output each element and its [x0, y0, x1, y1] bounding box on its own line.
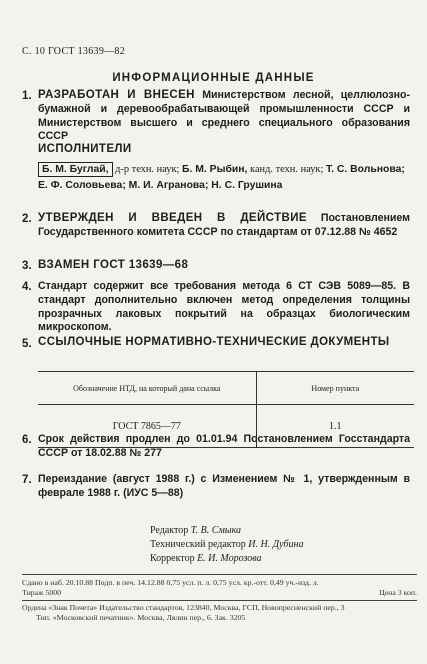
- section-3: [38, 259, 410, 273]
- author-part-1: канд. техн. наук;: [247, 164, 326, 175]
- editor-name: Т. В. Смыка: [190, 525, 242, 536]
- section-3-lead: ВЗАМЕН ГОСТ 13639—68: [38, 259, 189, 271]
- divider-top: [22, 574, 417, 575]
- divider-bottom: [22, 600, 417, 601]
- corrector-line: [150, 552, 304, 566]
- section-4: [38, 280, 410, 335]
- tech-editor-line: [150, 538, 304, 552]
- print-run-line: [22, 588, 417, 598]
- print-run: Тираж 5000: [22, 587, 62, 597]
- section-2-lead: УТВЕРЖДЕН И ВВЕДЕН В ДЕЙСТВИЕ: [38, 212, 307, 224]
- editors-block: [150, 524, 304, 566]
- author-part-2-bold: Т. С. Вольнова; Е. Ф. Соловьева; М. И. Агранова; Н. С. Грушина: [38, 164, 405, 191]
- section-2: [38, 212, 410, 240]
- section-1-number: 1.: [22, 90, 32, 102]
- printer-line: Тип. «Московский печатник». Москва, Лялин пер., 6. Зак. 3205: [36, 612, 246, 622]
- tech-editor-role: Технический редактор: [150, 539, 246, 550]
- section-7-text: Переиздание (август 1988 г.) с Изменением № 1, утвержденным в феврале 1988 г. (ИУС 5—88): [38, 473, 410, 499]
- section-3-number: 3.: [22, 260, 32, 272]
- ref-header-clause: Номер пункта: [256, 372, 414, 405]
- print-details: Сдано в наб. 20.10.88 Подп. в печ. 14.12.88 0,75 усл. п. л. 0,75 усл. кр.-отт. 0,49 уч.-изд. л.: [22, 578, 319, 587]
- editor-role: Редактор: [150, 525, 189, 536]
- tech-editor-name: И. Н. Дубина: [248, 539, 304, 550]
- publisher-address: [22, 603, 417, 622]
- ref-cell-clause: 1.1: [256, 405, 414, 448]
- section-7-number: 7.: [22, 474, 32, 486]
- ref-cell-document: ГОСТ 7865—77: [38, 405, 256, 448]
- section-2-number: 2.: [22, 213, 32, 225]
- section-7: [38, 473, 410, 501]
- corrector-name: Е. И. Морозова: [197, 553, 262, 564]
- executors-lead: ИСПОЛНИТЕЛИ: [38, 143, 132, 155]
- ref-header-document: Обозначение НТД, на который дана ссылка: [38, 372, 256, 405]
- page-title: ИНФОРМАЦИОННЫЕ ДАННЫЕ: [112, 72, 315, 84]
- section-5-number: 5.: [22, 338, 32, 350]
- section-5: [38, 336, 414, 350]
- section-2-text: Постановлением Государственного комитета СССР по стандартам от 07.12.88 № 4652: [38, 212, 410, 238]
- author-boxed: Б. М. Буглай,: [38, 162, 113, 177]
- section-4-text: Стандарт содержит все требования метода 6 СТ СЭВ 5089—85. В стандарт дополнительно включен метод определения толщины прозрачных лаковых покрытий на образцах биологическим микроскопом.: [38, 280, 410, 334]
- section-1-text: Министерством лесной, целлюлозно-бумажной и деревообрабатывающей промышленности СССР и Министерством высшего и среднего специального образования СССР: [38, 89, 410, 143]
- section-1: [38, 89, 410, 144]
- section-6-text: Срок действия продлен до 01.01.94 Постановлением Госстандарта СССР от 18.02.88 № 277: [38, 433, 410, 459]
- price: Цена 3 коп.: [379, 587, 417, 597]
- section-6-number: 6.: [22, 434, 32, 446]
- authors-list: [38, 162, 414, 193]
- executors-heading: [38, 143, 410, 157]
- section-5-lead: ССЫЛОЧНЫЕ НОРМАТИВНО-ТЕХНИЧЕСКИЕ ДОКУМЕНТЫ: [38, 336, 390, 348]
- author-part-1-bold: Б. М. Рыбин,: [182, 164, 248, 175]
- page-header: С. 10 ГОСТ 13639—82: [22, 46, 126, 57]
- corrector-role: Корректор: [150, 553, 195, 564]
- author-part-0: д-р техн. наук;: [112, 164, 182, 175]
- section-4-number: 4.: [22, 281, 32, 293]
- publisher-info: [22, 578, 417, 597]
- section-6: [38, 433, 410, 461]
- section-1-lead: РАЗРАБОТАН И ВНЕСЕН: [38, 89, 195, 101]
- editor-line: [150, 524, 304, 538]
- publisher-line: Ордена «Знак Почета» Издательство стандартов, 123840, Москва, ГСП, Новопресненский пер., 3: [22, 603, 345, 612]
